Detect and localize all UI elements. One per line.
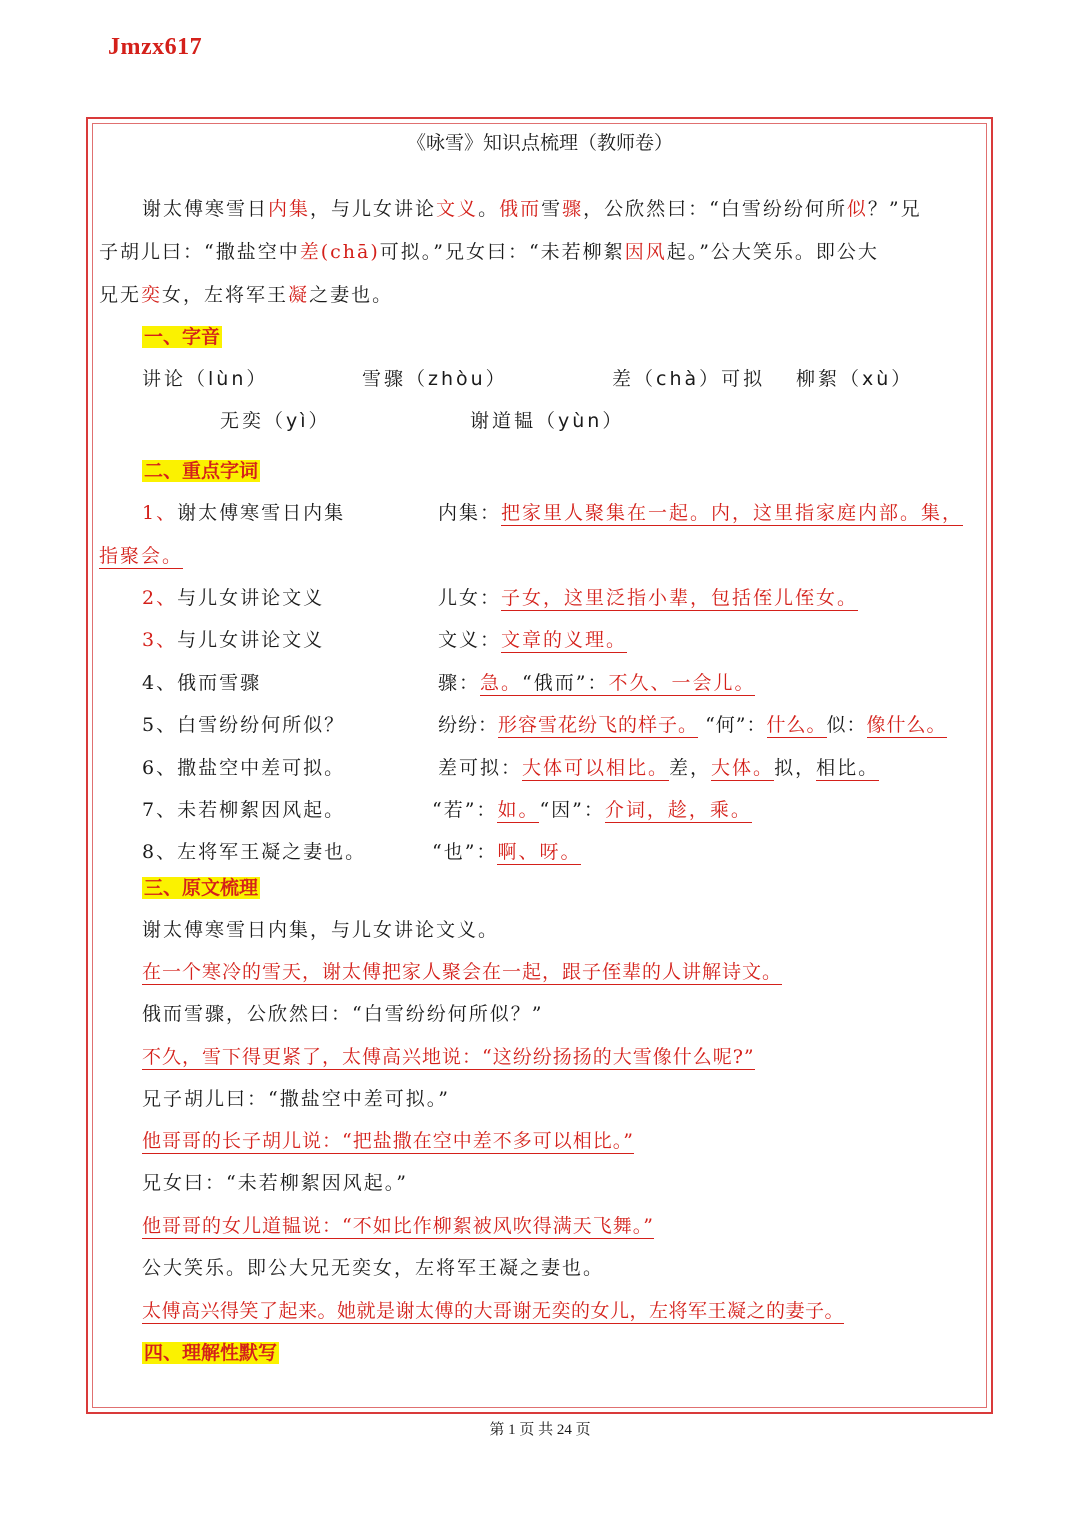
translation-sentence: 他哥哥的女儿道韫说：“不如比作柳絮被风吹得满天飞舞。”: [142, 1215, 654, 1237]
original-sentence: 公大笑乐。即公大兄无奕女，左将军王凝之妻也。: [142, 1257, 605, 1279]
key-word-explanation: 文义：文章的义理。: [438, 629, 628, 651]
original-sentence: 谢太傅寒雪日内集，与儿女讲论文义。: [142, 919, 500, 941]
key-word-explanation: “若”：如。“因”：介词，趁，乘。: [432, 799, 752, 821]
key-word-explanation: 内集：把家里人聚集在一起。内，这里指家庭内部。集，: [438, 502, 964, 524]
original-text-line-1: 谢太傅寒雪日内集，与儿女讲论文义。俄而雪骤，公欣然曰：“白雪纷纷何所似？”兄: [142, 198, 922, 220]
original-text-line-2: 子胡儿曰：“撒盐空中差(chā)可拟。”兄女曰：“未若柳絮因风起。”公大笑乐。即公大: [99, 241, 879, 263]
original-sentence: 俄而雪骤，公欣然曰：“白雪纷纷何所似？”: [142, 1003, 544, 1025]
original-text-line-3: 兄无奕女，左将军王凝之妻也。: [99, 284, 394, 306]
pronunciation-item: 差（chà）可拟: [612, 368, 766, 390]
key-word-explanation: 骤：急。“俄而”：不久、一会儿。: [438, 672, 756, 694]
key-word-phrase: 4、俄而雪骤: [142, 672, 262, 694]
page-footer: 第 1 页 共 24 页: [489, 1422, 591, 1438]
key-word-phrase: 1、谢太傅寒雪日内集: [142, 502, 346, 524]
key-word-phrase: 3、与儿女讲论文义: [142, 629, 325, 651]
brand-watermark: Jmzx617: [108, 34, 203, 60]
key-word-explanation-cont: 指聚会。: [99, 545, 184, 567]
key-word-phrase: 6、撒盐空中差可拟。: [142, 757, 346, 779]
translation-sentence: 不久，雪下得更紧了，太傅高兴地说：“这纷纷扬扬的大雪像什么呢?”: [142, 1046, 755, 1068]
key-word-explanation: 差可拟：大体可以相比。差，大体。拟，相比。: [438, 757, 880, 779]
pronunciation-item: 雪骤（zhòu）: [362, 368, 508, 390]
translation-sentence: 他哥哥的长子胡儿说：“把盐撒在空中差不多可以相比。”: [142, 1130, 634, 1152]
section-heading-key-words: 二、重点字词: [144, 460, 259, 482]
section-heading-pronunciation: 一、字音: [144, 326, 221, 348]
pronunciation-item: 讲论（lùn）: [142, 368, 269, 390]
pronunciation-item: 柳絮（xù）: [796, 368, 914, 390]
translation-sentence: 在一个寒冷的雪天，谢太傅把家人聚会在一起，跟子侄辈的人讲解诗文。: [142, 961, 783, 983]
original-sentence: 兄子胡儿曰：“撒盐空中差可拟。”: [142, 1088, 450, 1110]
key-word-explanation: 纷纷：形容雪花纷飞的样子。 “何”：什么。似：像什么。: [438, 714, 947, 736]
pronunciation-item: 无奕（yì）: [220, 410, 331, 432]
pronunciation-item: 谢道韫（yùn）: [470, 410, 625, 432]
key-word-explanation: 儿女：子女，这里泛指小辈，包括侄儿侄女。: [438, 587, 859, 609]
translation-sentence: 太傅高兴得笑了起来。她就是谢太傅的大哥谢无奕的女儿，左将军王凝之的妻子。: [142, 1300, 845, 1322]
original-sentence: 兄女曰：“未若柳絮因风起。”: [142, 1172, 408, 1194]
section-heading-dictation: 四、理解性默写: [144, 1342, 278, 1364]
section-heading-text-review: 三、原文梳理: [144, 877, 259, 899]
key-word-phrase: 8、左将军王凝之妻也。: [142, 841, 367, 863]
key-word-explanation: “也”：啊、呀。: [432, 841, 582, 863]
key-word-phrase: 7、未若柳絮因风起。: [142, 799, 346, 821]
page-title: 《咏雪》知识点梳理（教师卷）: [406, 132, 673, 154]
key-word-phrase: 5、白雪纷纷何所似？: [142, 714, 346, 736]
key-word-phrase: 2、与儿女讲论文义: [142, 587, 325, 609]
